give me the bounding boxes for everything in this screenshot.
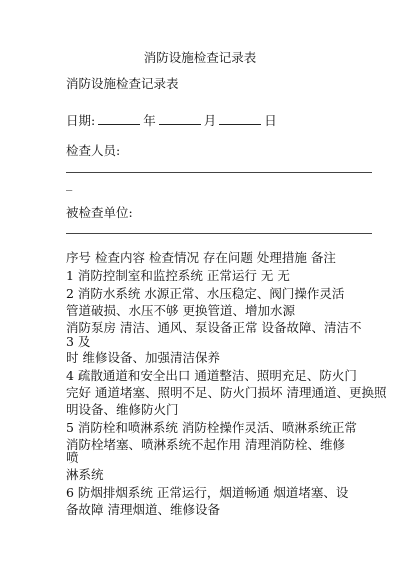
inspected-unit-line	[66, 233, 372, 234]
document-title: 消防设施检查记录表	[143, 50, 257, 65]
document-subtitle: 消防设施检查记录表	[66, 76, 179, 91]
date-label: 日期:	[66, 113, 96, 128]
inspected-unit-label: 被检查单位:	[66, 205, 133, 220]
year-blank	[159, 112, 201, 125]
table-row: 5 消防栓和喷淋系统 消防栓操作灵活、喷淋系统正常	[66, 420, 357, 435]
table-header: 序号 检查内容 检查情况 存在问题 处理措施 备注	[66, 250, 336, 265]
table-row: 淋系统	[66, 467, 104, 482]
table-row: 明设备、维修防火门	[66, 402, 179, 417]
table-row: 喷	[66, 450, 79, 465]
date-blank	[98, 112, 140, 125]
table-row: 4 疏散通道和安全出口 通道整洁、照明充足、防火门	[66, 368, 357, 383]
month-blank	[219, 112, 261, 125]
table-row: 2 消防水系统 水源正常、水压稳定、阀门操作灵活	[66, 286, 345, 301]
inspector-dash: _	[66, 176, 73, 191]
table-row: 消防栓堵塞、喷淋系统不起作用 清理消防栓、维修	[66, 437, 345, 452]
table-row: 管道破损、水压不够 更换管道、增加水源	[66, 303, 295, 318]
table-row: 消防泵房 清洁、通风、泵设备正常 设备故障、清洁不	[66, 320, 362, 335]
day-label: 日	[264, 113, 277, 128]
month-label: 月	[203, 113, 217, 128]
table-row: 3 及	[66, 334, 91, 349]
table-row: 1 消防控制室和监控系统 正常运行 无 无	[66, 268, 290, 283]
date-line	[66, 112, 277, 129]
table-row: 时 维修设备、加强清洁保养	[66, 350, 220, 365]
year-label: 年	[143, 113, 156, 128]
table-row: 6 防烟排烟系统 正常运行，烟道畅通 烟道堵塞、设	[66, 485, 349, 500]
table-row: 完好 通道堵塞、照明不足、防火门损坏 清理通道、更换照	[66, 385, 387, 400]
table-row: 备故障 清理烟道、维修设备	[66, 502, 220, 517]
inspector-line	[66, 172, 372, 173]
inspector-label: 检查人员:	[66, 143, 121, 158]
